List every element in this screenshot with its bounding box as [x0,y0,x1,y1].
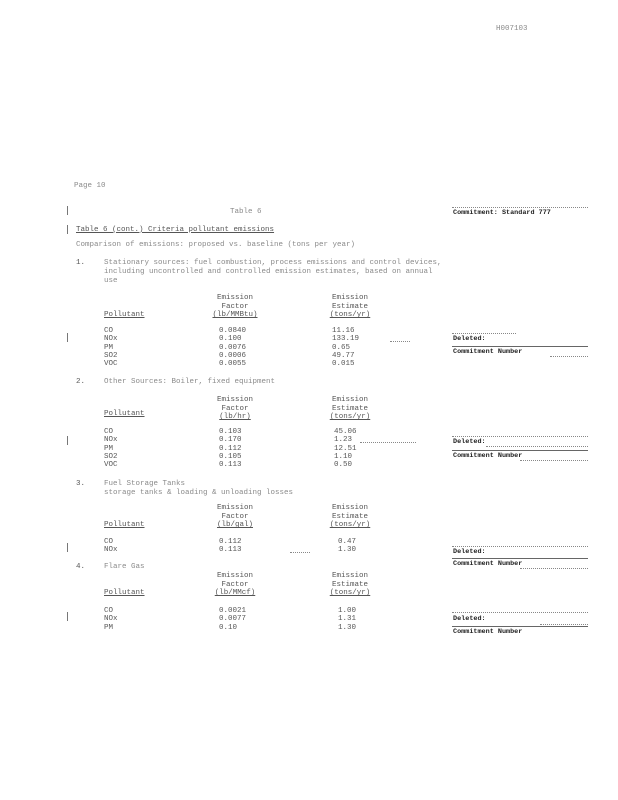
pollutant-column [104,538,118,555]
table-cell: PM [104,623,114,632]
note-rule [452,346,588,347]
note-deleted: Deleted: [453,438,486,446]
table-cell: 0.105 [219,452,242,461]
factor-column [219,538,242,555]
col-header-estimate: Emission Estimate (tons/yr) [329,572,371,598]
estimate-column [332,327,359,368]
col-header-factor: Emission Factor (lb/gal) [216,504,253,530]
col-header-estimate: Emission Estimate (tons/yr) [329,396,371,422]
table-cell: 0.50 [334,461,353,470]
factor-column [219,428,242,469]
table-cell: VOC [104,461,118,470]
block-title-line: use [104,277,118,285]
table-cell: NOx [104,546,118,555]
note-rule [452,626,588,627]
table-cell: 0.65 [332,343,351,352]
pollutant-column [104,428,118,469]
table-cell: 0.100 [219,335,242,344]
block-number: 2. [76,378,86,386]
note-commitment: Commitment Number [453,348,523,356]
note-deleted: Deleted: [453,615,486,623]
page-label: Page 10 [74,182,106,190]
block-title-line: storage tanks & loading & unloading losses [104,489,294,497]
table-cell: 1.10 [334,452,353,461]
note-rule [452,436,588,437]
block-title-line: Flare Gas [104,563,145,571]
change-bar [67,225,68,234]
block-number: 3. [76,480,86,488]
note-deleted: Deleted: [453,335,486,343]
note-rule [452,207,588,208]
table-cell: 0.103 [219,428,242,436]
pollutant-column [104,607,118,632]
col-header-pollutant: Pollutant [104,521,145,529]
table-cell: 0.112 [219,444,242,453]
col-header-estimate: Emission Estimate (tons/yr) [329,504,371,530]
table-cell: 0.113 [219,461,242,470]
change-bar [67,543,68,552]
factor-column [219,607,246,632]
table-cell: CO [104,428,114,436]
col-header-factor: Emission Factor (lb/hr) [216,396,253,422]
table-cell: 1.30 [338,546,357,555]
change-bar [67,436,68,445]
note-commitment: Commitment Number [453,560,523,568]
document-code: H007103 [496,25,528,33]
block-title-line: Other Sources: Boiler, fixed equipment [104,378,276,386]
table-cell: CO [104,607,114,615]
estimate-column [334,428,357,469]
note-rule [452,333,516,334]
table-cell: 0.10 [219,623,238,632]
table-cell: 0.47 [338,538,357,546]
table-cell: PM [104,444,114,453]
estimate-column [338,607,356,632]
table-cell: NOx [104,335,118,344]
change-bar [67,206,68,215]
change-bar [67,333,68,342]
table-cell: NOx [104,615,118,624]
table-cell: SO2 [104,452,118,461]
note-rule [452,612,588,613]
col-header-pollutant: Pollutant [104,589,145,597]
col-header-factor: Emission Factor (lb/MMcf) [214,572,256,598]
table-cell: 0.170 [219,436,242,445]
note-rule [550,356,588,357]
table-cell: 133.19 [332,335,360,344]
section-subtitle: Comparison of emissions: proposed vs. baseline (tons per year) [76,241,356,249]
table-cell: 0.0076 [219,343,247,352]
col-header-estimate: Emission Estimate (tons/yr) [329,294,371,320]
table-cell: CO [104,538,114,546]
note-commitment: Commitment Number [453,628,523,636]
table-cell: 45.06 [334,428,357,436]
note-rule [452,450,588,451]
table-cell: 0.0077 [219,615,247,624]
col-header-pollutant: Pollutant [104,311,145,319]
note-rule [520,568,588,569]
table-cell: NOx [104,436,118,445]
change-bar [67,612,68,621]
table-cell: 11.16 [332,327,355,335]
note-commitment-top: Commitment: Standard 777 [453,209,551,217]
note-rule [540,624,588,625]
table-cell: 12.51 [334,444,357,453]
table-cell: 1.30 [338,623,357,632]
leader-dots [360,442,416,443]
note-rule [452,546,588,547]
table-cell: VOC [104,360,118,369]
estimate-column [338,538,356,555]
table-cell: 0.113 [219,546,242,555]
table-cell: 0.015 [332,360,355,369]
col-header-factor: Emission Factor (lb/MMBtu) [212,294,258,320]
note-rule [520,460,588,461]
col-header-pollutant: Pollutant [104,410,145,418]
table-cell: 0.112 [219,538,242,546]
leader-dots [390,341,410,342]
table-cell: CO [104,327,114,335]
table-cell: 0.0055 [219,360,247,369]
table-cell: PM [104,343,114,352]
note-rule [452,558,588,559]
note-deleted: Deleted: [453,548,486,556]
pollutant-column [104,327,118,368]
factor-column [219,327,246,368]
note-commitment: Commitment Number [453,452,523,460]
table-cell: 1.23 [334,436,353,445]
table-cell: 0.0840 [219,327,247,335]
block-number: 4. [76,563,86,571]
table-cell: 1.31 [338,615,357,624]
leader-dots [290,552,310,553]
table-cell: 1.00 [338,607,357,615]
table-cell: 49.77 [332,351,355,360]
block-number: 1. [76,259,86,267]
block-title-line: Fuel Storage Tanks [104,480,186,488]
table-caption: Table 6 [230,208,262,216]
table-cell: 0.0006 [219,351,247,360]
block-title-line: Stationary sources: fuel combustion, process emissions and control devices, [104,259,442,267]
section-title: Table 6 (cont.) Criteria pollutant emissions [76,226,275,234]
note-rule [486,446,588,447]
block-title-line: including uncontrolled and controlled emission estimates, based on annual [104,268,433,276]
table-cell: SO2 [104,351,118,360]
table-cell: 0.0021 [219,607,247,615]
